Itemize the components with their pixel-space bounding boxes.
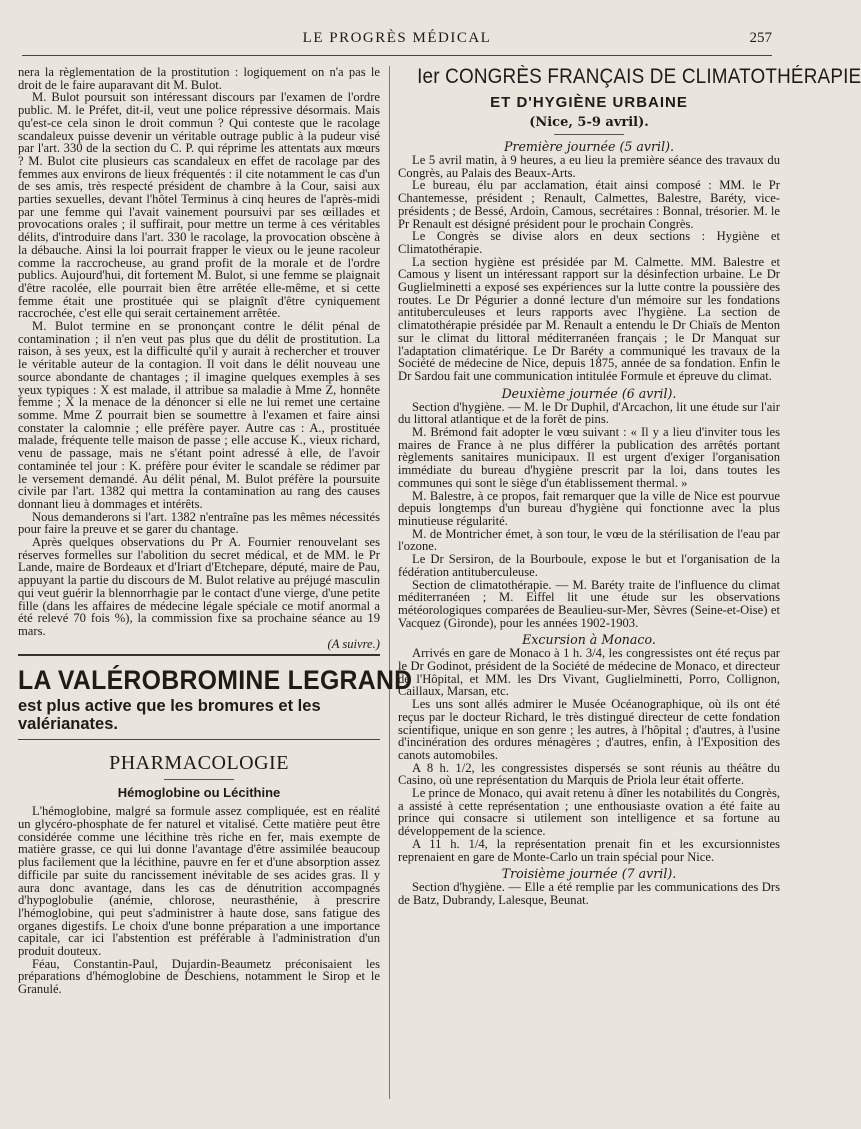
day-heading: Troisième journée (7 avril). <box>501 866 677 882</box>
paragraph: Section d'hygiène. — M. le Dr Duphil, d'Arcachon, lit une étude sur l'air du littoral atlantique et de la forêt de pins. <box>398 399 780 427</box>
paragraph: Les uns sont allés admirer le Musée Océanographique, où ils ont été reçus par le docteur Richard, le très distingué directeur de cette fondation scientifique, unique en son genre ; les autres, à l'hôpital ; d'autres, à l'usine d'incinération des ordures ménagères ; d'autres, enfin, à l'Exposition des canots automobiles. <box>398 697 780 762</box>
section-title: PHARMACOLOGIE <box>109 752 289 775</box>
paragraph: La section hygiène est présidée par M. Calmette. MM. Balestre et Camous y lisent un intéressant rapport sur la désinfection urbaine. Le Dr Guglielminetti a exposé ses expériences sur la lutte contre la poussière des routes. Le Dr Pégurier a donné lecture d'un mémoire sur les fondations antituberculeuses et leurs rapports avec l'hygiène. La section de climatothérapie présidée par M. Renault a entendu le Dr Chiaïs de Menton sur le climat du littoral méditerranéen français ; le Dr Manquat sur l'adaptation climatérique. Le Dr Baréty a communiqué les travaux de la Société de médecine de Nice, depuis 1875, année de sa fondation. Enfin le Dr Sardou fait une communication intitulée Formule et épreuve du climat. <box>398 254 780 383</box>
advertisement-text: est plus active que les bromures et les valérianates. <box>18 697 321 734</box>
paragraph: M. Balestre, à ce propos, fait remarquer que la ville de Nice est pourvue depuis longtemps d'un bureau d'hygiène qui fonctionne avec la plus minutieuse régularité. <box>398 488 780 528</box>
column-divider <box>389 66 390 1099</box>
day-heading: Deuxième journée (6 avril). <box>501 385 677 401</box>
paragraph: Arrivés en gare de Monaco à 1 h. 3/4, les congressistes ont été reçus par le Dr Godinot, président de la Société de médecine de Monaco, et directeur de l'Hôpital, et MM. les Drs Vivant, Guglielminetti, Porro, Collignon, Caillaux, Marsan, etc. <box>398 646 780 699</box>
excursion-heading: Excursion à Monaco. <box>522 632 656 648</box>
page-number: 257 <box>749 30 772 46</box>
paragraph: Après quelques observations du Pr A. Fournier renouvelant ses réserves formelles sur l'abolition du secret médical, et de MM. le Pr Lande, maire de Bordeaux et d'Iriart d'Etchepare, député, maire de Pau, appuyant la partie du discours de M. Bulot relative au préjugé masculin qui veut guérir la blennorrhagie par le contact d'une vierge, d'une petite fille (dans les affaires de médecine légale spéciale ce motif anormal a été relevé 70 fois %), la commission fixe sa prochaine séance au 19 mars. <box>18 535 380 638</box>
paragraph: Féau, Constantin-Paul, Dujardin-Beaumetz préconisaient les préparations d'hémoglobine de Deschiens, notamment le Sirop et le Granulé. <box>18 956 380 997</box>
page-header <box>22 30 772 52</box>
paragraph: Le prince de Monaco, qui avait retenu à dîner les notabilités du Congrès, a assisté à cette représentation ; une enthousiaste ovation a été faite au prince qui consacre si utilement son intelligence et sa fortune au développement de la science. <box>398 786 780 839</box>
right-column <box>398 65 861 1109</box>
paragraph: M. de Montricher émet, à son tour, le vœu de la stérilisation de l'eau par l'ozone. <box>398 526 780 554</box>
paragraph: M. Bulot termine en se prononçant contre le délit pénal de contamination ; il n'en veut pas plus que du délit de prostitution. La raison, à ses yeux, est la difficulté qu'il y aurait à rechercher et trouver le véritable auteur de la contagion. Il voit dans le délit nouveau une source abondante de chantages ; il imagine quelques exemples à ses yeux typiques : X est malade, il attribue sa maladie à Mme Z, honnête femme ; X la menace de la dénoncer si elle ne lui remet une certaine somme. Mme Z pourrait bien se soumettre à l'examen et faire ainsi constater la calomnie ; elle préfère payer. Autre cas : A., prostituée malade, fréquente telle maison de passe ; elle accuse K., vieux richard, venu de passage, mais ne s'étant point adressé à elle, de l'avoir contaminée tel jour : K. préfère pour éviter le scandale se rédimer par le versement demandé. Au délit pénal, M. Bulot préfère la poursuite civile par l'art. 1382 qui mettra la contamination au rang des causes donnant lieu à dommages et intérêts. <box>18 319 380 511</box>
day-heading: Première journée (5 avril). <box>503 139 675 154</box>
paragraph: Le 5 avril matin, à 9 heures, a eu lieu la première séance des travaux du Congrès, au Palais des Beaux-Arts. <box>398 153 780 180</box>
paragraph: Le Dr Sersiron, de la Bourboule, expose le but et l'organisation de la fédération antituberculeuse. <box>398 552 780 579</box>
paragraph: L'hémoglobine, malgré sa formule assez compliquée, est en réalité un glycéro-phosphate de fer naturel et vitalisé. Cette matière peut être considérée comme une lécithine très riche en fer, mais exempte de matière grasse, ce qui lui donne l'avantage d'être assimilée beaucoup plus facilement que la lécithine, pauvre en fer et d'une absorption assez difficile par suite du rancissement inévitable de ses acides gras. Il y aura donc avantage, dans les cas de dénutrition accompagnés d'hypoglobulie (anémie, chlorose, neurasthénie, à prescrire l'hémoglobine, qui peut s'administrer à haute dose, sans fatigue des organes digestifs. Le choix d'une bonne préparation a une importance capitale, car ici l'abstention est préférable à l'administration d'un produit douteux. <box>18 804 380 959</box>
to-be-continued: (A suivre.) <box>327 636 380 651</box>
paragraph: nera la règlementation de la prostitution : logiquement on n'a pas le droit de le faire auparavant dit M. Bulot. <box>18 65 380 92</box>
paragraph: Nous demanderons si l'art. 1382 n'entraîne pas les mêmes nécessités pour faire la preuve et se garer du chantage. <box>18 509 380 537</box>
congress-title: Ier CONGRÈS FRANÇAIS DE CLIMATOTHÉRAPIE <box>417 65 861 88</box>
header-rule <box>22 55 772 56</box>
advertisement-title: LA VALÉROBROMINE LEGRAND <box>18 665 413 696</box>
journal-title: LE PROGRÈS MÉDICAL <box>302 30 492 46</box>
title-rule <box>164 779 234 780</box>
paragraph: A 8 h. 1/2, les congressistes dispersés se sont réunis au théâtre du Casino, où une représentation du Marquis de Priola leur était offerte. <box>398 760 780 788</box>
paragraph: Le Congrès se divise alors en deux sections : Hygiène et Climatothérapie. <box>398 229 780 256</box>
separator-rule <box>18 654 380 656</box>
paragraph: M. Brémond fait adopter le vœu suivant : « Il y a lieu d'inviter tous les maires de France à ne plus différer la publication des arrêtés portant règlements sanitaires municipaux. Il est urgent d'exiger l'organisation immédiate du bureau d'hygiène prescrit par la loi, dans toutes les communes qui sont le siège d'un établissement thermal. » <box>398 425 780 490</box>
paragraph: M. Bulot poursuit son intéressant discours par l'examen de l'ordre public. M. le Préfet, dit-il, veut une police répressive désormais. Mais qu'est-ce cela sinon le droit commun ? Qui conteste que le racolage scandaleux puisse devenir un véritable outrage public à la pudeur visé par l'art. 330 de la section du C. P. qui réprime les attentats aux mœurs ? M. Bulot cite plusieurs cas scandaleux en effet de racolage par des femmes aux environs de lieux fréquentés : il cite notamment le cas d'un de ses amis, très respecté président de chambre à la Cour, saisi aux parties sexuelles, devant l'hôtel Terminus à cinq heures de l'après-midi par une femme qui l'avait vainement poursuivi par ses œillades et provocations orales ; il suffirait, pour mettre un terme à ces véritables délits, d'introduire dans l'art. 330 le racolage, la provocation obscène à la débauche. Ainsi la loi pourrait frapper le vieux ou le jeune racoleur comme la raccrocheuse, au grand profit de la morale et de l'ordre publics. Aujourd'hui, dit fortement M. Bulot, si une femme se plaignait d'être racolée, elle pourrait bien être arrêtée elle-même, et si cette femme était une prostituée qui se plaignît d'être cyniquement raccrochée, c'est elle qui serait certainement arrêtée. <box>18 90 380 321</box>
congress-dates: (Nice, 5-9 avril). <box>529 115 649 130</box>
title-rule <box>554 134 624 135</box>
left-column <box>18 65 413 1109</box>
paragraph: Le bureau, élu par acclamation, était ainsi composé : MM. le Pr Chantemesse, président ; Renault, Calmettes, Balestre, Baréty, vice-présidents ; de Bessé, Ardoin, Camous, secrétaires : Bonnal, trésorier. M. le Pr Renault est désigné président pour le prochain Congrès. <box>398 178 780 231</box>
article-title: Hémoglobine ou Lécithine <box>117 785 281 801</box>
paragraph: A 11 h. 1/4, la représentation prenait fin et les excursionnistes reprenaient en gare de Monte-Carlo un train spécial pour Nice. <box>398 836 780 864</box>
congress-subtitle: ET D'HYGIÈNE URBAINE <box>490 94 688 111</box>
paragraph: Section de climatothérapie. — M. Baréty traite de l'influence du climat méditerranéen ; M. Eiffel lit une étude sur les observations météorologiques comparées de Beaulieu-sur-Mer, Sèvres (Seine-et-Oise) et Vacquez (Gironde), pour les années 1902-1903. <box>398 577 780 630</box>
separator-rule <box>18 739 380 740</box>
paragraph: Section d'hygiène. — Elle a été remplie par les communications des Drs de Batz, Dubrandy, Lalesque, Beunat. <box>398 880 780 907</box>
